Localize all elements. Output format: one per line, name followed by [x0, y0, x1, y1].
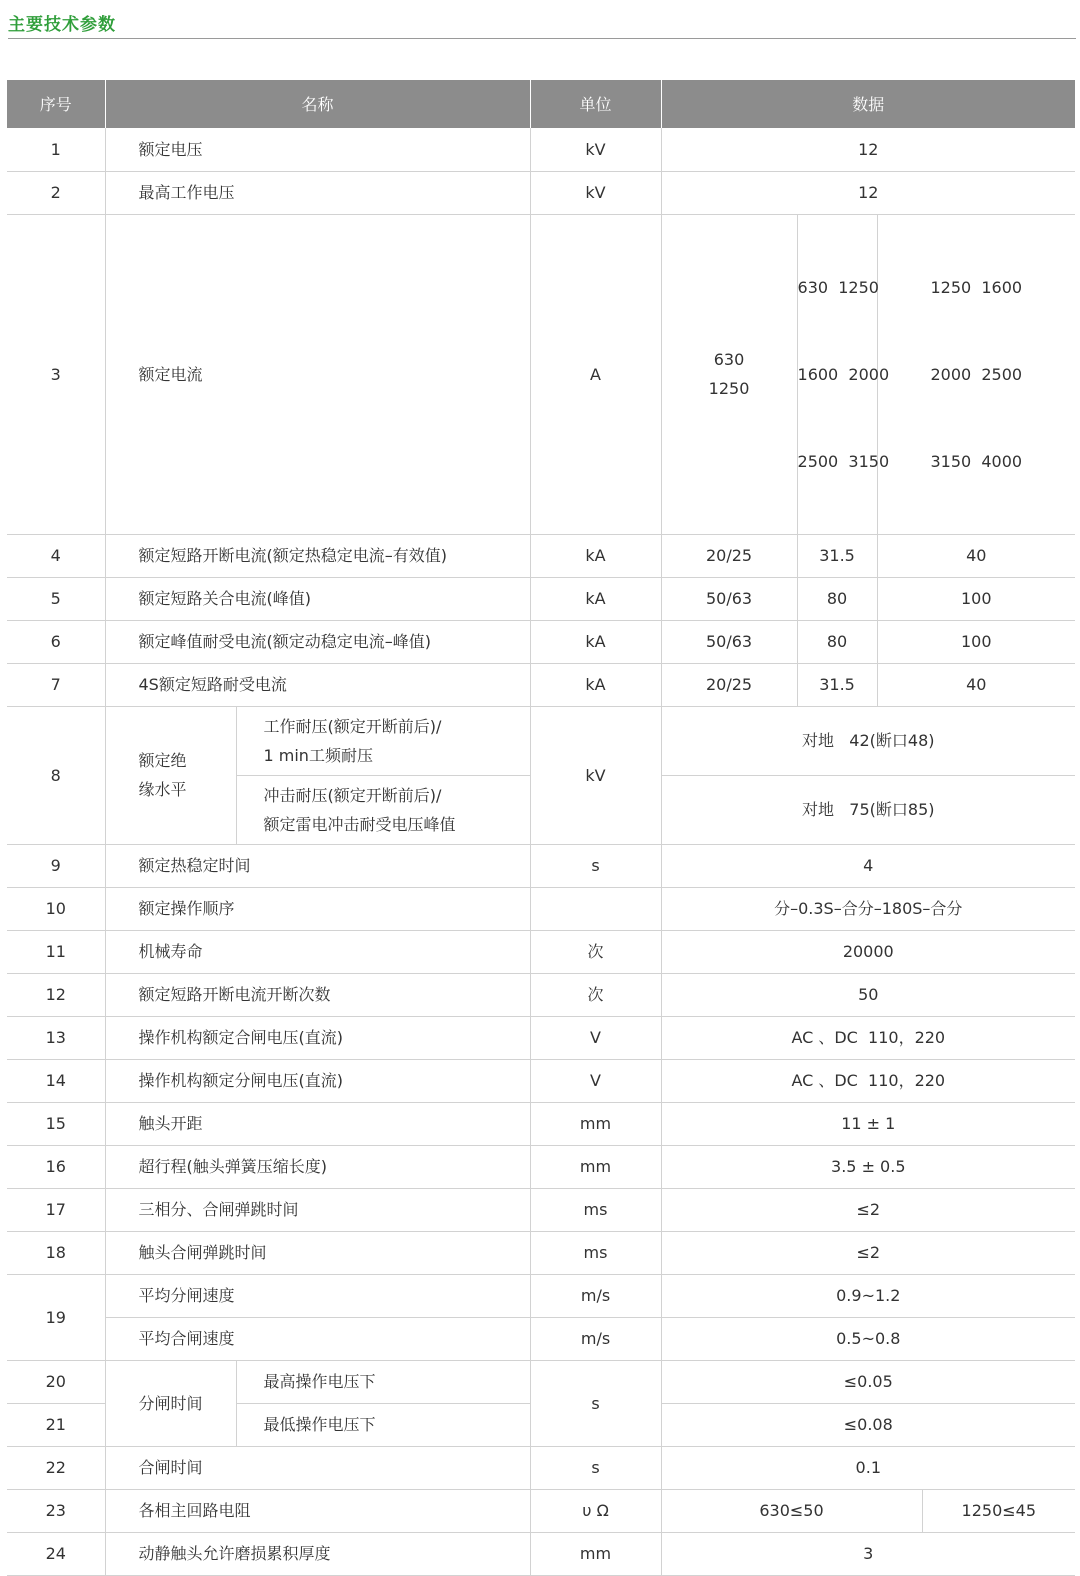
row-value: 分–0.3S–合分–180S–合分 [661, 887, 1075, 930]
row-unit: s [530, 844, 661, 887]
row-value: 50/63 [661, 577, 797, 620]
row-no: 16 [7, 1145, 105, 1188]
row-unit: m/s [530, 1274, 661, 1317]
row-name: 各相主回路电阻 [105, 1489, 530, 1532]
current-value: 1600 2000 [797, 364, 890, 384]
table-row [7, 1489, 1075, 1532]
sub-name-line: 1 min工频耐压 [263, 745, 373, 765]
row-no: 12 [7, 973, 105, 1016]
row-unit: kA [530, 663, 661, 706]
row-value: 0.1 [661, 1446, 1075, 1489]
current-range-2 [797, 214, 890, 534]
row-name: 最高工作电压 [105, 171, 530, 214]
row-value: ≤0.08 [661, 1403, 1075, 1446]
current-range-1 [661, 214, 797, 534]
table-row [7, 171, 1075, 214]
table-row [7, 887, 1075, 930]
row-value: 0.5~0.8 [661, 1317, 1075, 1360]
row-value: 11 ± 1 [661, 1102, 1075, 1145]
table-row [7, 706, 1075, 775]
current-value: 3150 4000 [930, 451, 1023, 471]
current-value: 630 1250 [797, 277, 879, 297]
row-value: 20/25 [661, 534, 797, 577]
row-no: 20 [7, 1360, 105, 1403]
table-row [7, 663, 1075, 706]
header-data: 数据 [661, 80, 1075, 128]
row-unit: s [530, 1446, 661, 1489]
row-value: 630≤50 [661, 1489, 922, 1532]
table-row [7, 1231, 1075, 1274]
table-row [7, 1145, 1075, 1188]
row-value: 31.5 [797, 534, 877, 577]
row-value: ≤0.05 [661, 1360, 1075, 1403]
row-unit: kA [530, 577, 661, 620]
row-unit: kA [530, 534, 661, 577]
page-title: 主要技术参数 [8, 15, 116, 35]
current-value: 2500 3150 [797, 451, 890, 471]
current-range-3 [877, 214, 1075, 534]
row-unit: mm [530, 1145, 661, 1188]
row-no: 19 [7, 1274, 105, 1360]
row-value: 50 [661, 973, 1075, 1016]
row-unit: mm [530, 1532, 661, 1575]
row-name: 额定短路开断电流(额定热稳定电流–有效值) [105, 534, 530, 577]
table-row [7, 128, 1075, 171]
header-no: 序号 [7, 80, 105, 128]
row-name: 合闸时间 [105, 1446, 530, 1489]
row-value: 100 [877, 620, 1075, 663]
row-no: 23 [7, 1489, 105, 1532]
row-unit: ms [530, 1188, 661, 1231]
row-value: 100 [877, 577, 1075, 620]
row-value: 4 [661, 844, 1075, 887]
row-value: 1250≤45 [922, 1489, 1075, 1532]
row-unit [530, 887, 661, 930]
row-no: 6 [7, 620, 105, 663]
row-no: 24 [7, 1532, 105, 1575]
group-name-line: 缘水平 [138, 780, 187, 799]
table-row [7, 1016, 1075, 1059]
row-name: 额定峰值耐受电流(额定动稳定电流–峰值) [105, 620, 530, 663]
row-value: ≤2 [661, 1188, 1075, 1231]
row-value: AC 、DC 110，220 [661, 1059, 1075, 1102]
row-name: 额定热稳定时间 [105, 844, 530, 887]
row-unit: υ Ω [530, 1489, 661, 1532]
row-unit: mm [530, 1102, 661, 1145]
row-name: 4S额定短路耐受电流 [105, 663, 530, 706]
row-unit: kV [530, 706, 661, 844]
row-no: 8 [7, 706, 105, 844]
table-header [7, 80, 1075, 128]
table-row [7, 577, 1075, 620]
row-no: 21 [7, 1403, 105, 1446]
row-value: 80 [797, 620, 877, 663]
row-no: 1 [7, 128, 105, 171]
table-row [7, 1317, 1075, 1360]
row-name: 平均合闸速度 [105, 1317, 530, 1360]
row-name: 超行程(触头弹簧压缩长度) [105, 1145, 530, 1188]
row-name: 额定操作顺序 [105, 887, 530, 930]
row-no: 7 [7, 663, 105, 706]
table-row [7, 1446, 1075, 1489]
table-row [7, 1102, 1075, 1145]
row-unit: kV [530, 128, 661, 171]
row-no: 13 [7, 1016, 105, 1059]
row-no: 17 [7, 1188, 105, 1231]
row-value: 31.5 [797, 663, 877, 706]
row-unit: kV [530, 171, 661, 214]
row-no: 3 [7, 214, 105, 534]
row-name: 触头合闸弹跳时间 [105, 1231, 530, 1274]
row-unit: 次 [530, 930, 661, 973]
row-no: 2 [7, 171, 105, 214]
row-unit: V [530, 1016, 661, 1059]
table-row [7, 534, 1075, 577]
row-no: 22 [7, 1446, 105, 1489]
row-no: 14 [7, 1059, 105, 1102]
row-unit: A [530, 214, 661, 534]
table-row [7, 844, 1075, 887]
row-value: 50/63 [661, 620, 797, 663]
row-name: 额定电流 [105, 214, 530, 534]
row-value: 对地 42(断口48) [661, 706, 1075, 775]
table-row [7, 214, 1075, 534]
row-name: 操作机构额定分闸电压(直流) [105, 1059, 530, 1102]
spec-table [7, 80, 1075, 1576]
row-value: 0.9~1.2 [661, 1274, 1075, 1317]
row-name: 触头开距 [105, 1102, 530, 1145]
table-row [7, 620, 1075, 663]
table-row [7, 1360, 1075, 1403]
table-row [7, 1059, 1075, 1102]
row-name: 额定电压 [105, 128, 530, 171]
row-sub-name [236, 775, 530, 844]
row-no: 11 [7, 930, 105, 973]
row-no: 10 [7, 887, 105, 930]
row-name: 三相分、合闸弹跳时间 [105, 1188, 530, 1231]
table-row [7, 1532, 1075, 1575]
title-divider [8, 38, 1076, 39]
row-value: 12 [661, 171, 1075, 214]
row-no: 4 [7, 534, 105, 577]
current-value: 630 [713, 350, 745, 369]
row-no: 5 [7, 577, 105, 620]
row-value: 40 [877, 534, 1075, 577]
row-unit: V [530, 1059, 661, 1102]
row-name: 操作机构额定合闸电压(直流) [105, 1016, 530, 1059]
current-value: 2000 2500 [930, 364, 1023, 384]
header-name: 名称 [105, 80, 530, 128]
header-unit: 单位 [530, 80, 661, 128]
row-name: 额定短路开断电流开断次数 [105, 973, 530, 1016]
row-sub-name: 最低操作电压下 [236, 1403, 530, 1446]
table-row [7, 930, 1075, 973]
row-value: 对地 75(断口85) [661, 775, 1075, 844]
row-name: 机械寿命 [105, 930, 530, 973]
row-no: 18 [7, 1231, 105, 1274]
table-row [7, 1274, 1075, 1317]
sub-name-line: 工作耐压(额定开断前后)/ [263, 716, 442, 736]
row-value: ≤2 [661, 1231, 1075, 1274]
row-sub-name: 最高操作电压下 [236, 1360, 530, 1403]
sub-name-line: 冲击耐压(额定开断前后)/ [263, 785, 442, 805]
row-name: 动静触头允许磨损累积厚度 [105, 1532, 530, 1575]
row-sub-name [236, 706, 530, 775]
sub-name-line: 额定雷电冲击耐受电压峰值 [263, 814, 456, 834]
row-value: 3 [661, 1532, 1075, 1575]
table-row [7, 973, 1075, 1016]
group-name-line: 额定绝 [138, 751, 187, 770]
table-row [7, 1188, 1075, 1231]
row-value: 80 [797, 577, 877, 620]
current-value: 1250 1600 [930, 277, 1023, 297]
row-value: 20/25 [661, 663, 797, 706]
row-group-name [105, 706, 236, 844]
row-no: 9 [7, 844, 105, 887]
current-value: 1250 [708, 379, 750, 398]
row-value: 20000 [661, 930, 1075, 973]
row-no: 15 [7, 1102, 105, 1145]
row-value: 12 [661, 128, 1075, 171]
row-unit: m/s [530, 1317, 661, 1360]
row-name: 额定短路关合电流(峰值) [105, 577, 530, 620]
row-unit: kA [530, 620, 661, 663]
row-unit: ms [530, 1231, 661, 1274]
row-unit: s [530, 1360, 661, 1446]
row-value: AC 、DC 110，220 [661, 1016, 1075, 1059]
row-value: 40 [877, 663, 1075, 706]
row-value: 3.5 ± 0.5 [661, 1145, 1075, 1188]
row-group-name: 分闸时间 [105, 1360, 236, 1446]
row-name: 平均分闸速度 [105, 1274, 530, 1317]
row-unit: 次 [530, 973, 661, 1016]
